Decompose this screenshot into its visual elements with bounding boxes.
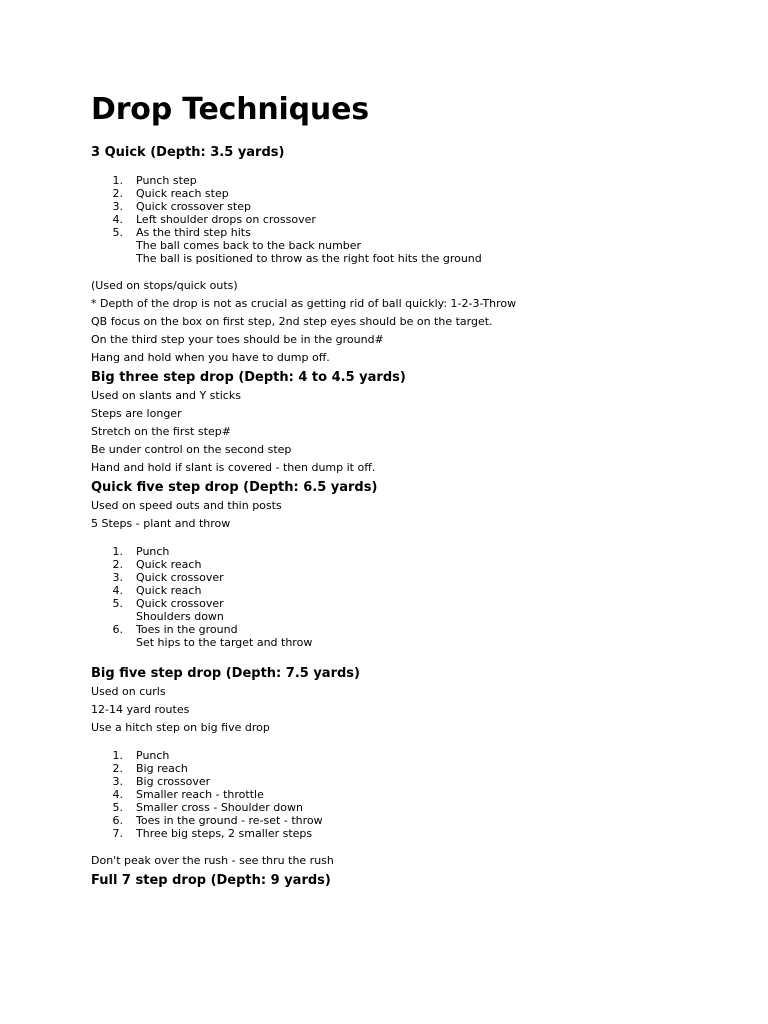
list-item: 4. Quick reach [112,584,202,597]
paragraph: * Depth of the drop is not as crucial as getting rid of ball quickly: 1-2-3-Throw [91,297,517,310]
page-title: Drop Techniques [91,92,369,127]
paragraph: Used on speed outs and thin posts [91,499,282,512]
paragraph: 5 Steps - plant and throw [91,517,231,530]
section-heading-quick3: 3 Quick (Depth: 3.5 yards) [91,145,285,160]
list-item: 2. Quick reach step [112,187,229,200]
list-item: 5. Quick crossover Shoulders down [91,597,731,623]
list-item: 3. Quick crossover step [112,200,251,213]
list-item: 5. As the third step hits The ball comes back to the back number The ball is positioned to throw as the right foot hits the ground [91,226,731,265]
paragraph: Use a hitch step on big five drop [91,721,270,734]
list-item: 3. Quick crossover [112,571,224,584]
list-item: 1. Punch [112,749,170,762]
document-page [91,88,731,890]
paragraph: Stretch on the first step# [91,425,231,438]
list-item-subline: The ball is positioned to throw as the right foot hits the ground [136,252,482,265]
paragraph: (Used on stops/quick outs) [91,279,238,292]
list-item: 1. Punch [112,545,170,558]
paragraph: Hang and hold when you have to dump off. [91,351,330,364]
paragraph: On the third step your toes should be in the ground# [91,333,384,346]
list-item: 7. Three big steps, 2 smaller steps [112,827,313,840]
paragraph: Be under control on the second step [91,443,292,456]
paragraph: 12-14 yard routes [91,703,190,716]
big5-step-list [91,749,731,840]
paragraph: Don't peak over the rush - see thru the rush [91,854,334,867]
section-heading-quick5: Quick five step drop (Depth: 6.5 yards) [91,480,378,495]
list-item: 2. Quick reach [112,558,202,571]
paragraph: Steps are longer [91,407,182,420]
list-item: 4. Left shoulder drops on crossover [112,213,316,226]
list-item-subline: Shoulders down [136,610,224,623]
quick3-step-list [91,174,731,265]
paragraph: QB focus on the box on first step, 2nd step eyes should be on the target. [91,315,493,328]
list-item: 2. Big reach [112,762,188,775]
list-item: 6. Toes in the ground - re-set - throw [112,814,323,827]
section-heading-full7: Full 7 step drop (Depth: 9 yards) [91,873,331,888]
section-heading-big5: Big five step drop (Depth: 7.5 yards) [91,666,360,681]
section-heading-big3: Big three step drop (Depth: 4 to 4.5 yards) [91,370,406,385]
list-item: 5. Smaller cross - Shoulder down [112,801,303,814]
list-item: 6. Toes in the ground Set hips to the target and throw [91,623,731,649]
quick5-step-list [91,545,731,649]
list-item-subline: Set hips to the target and throw [136,636,313,649]
list-item: 3. Big crossover [112,775,211,788]
paragraph: Used on curls [91,685,166,698]
list-item: 4. Smaller reach - throttle [112,788,264,801]
list-item-subline: The ball comes back to the back number [136,239,362,252]
paragraph: Hand and hold if slant is covered - then dump it off. [91,461,376,474]
paragraph: Used on slants and Y sticks [91,389,241,402]
list-item: 1. Punch step [112,174,197,187]
